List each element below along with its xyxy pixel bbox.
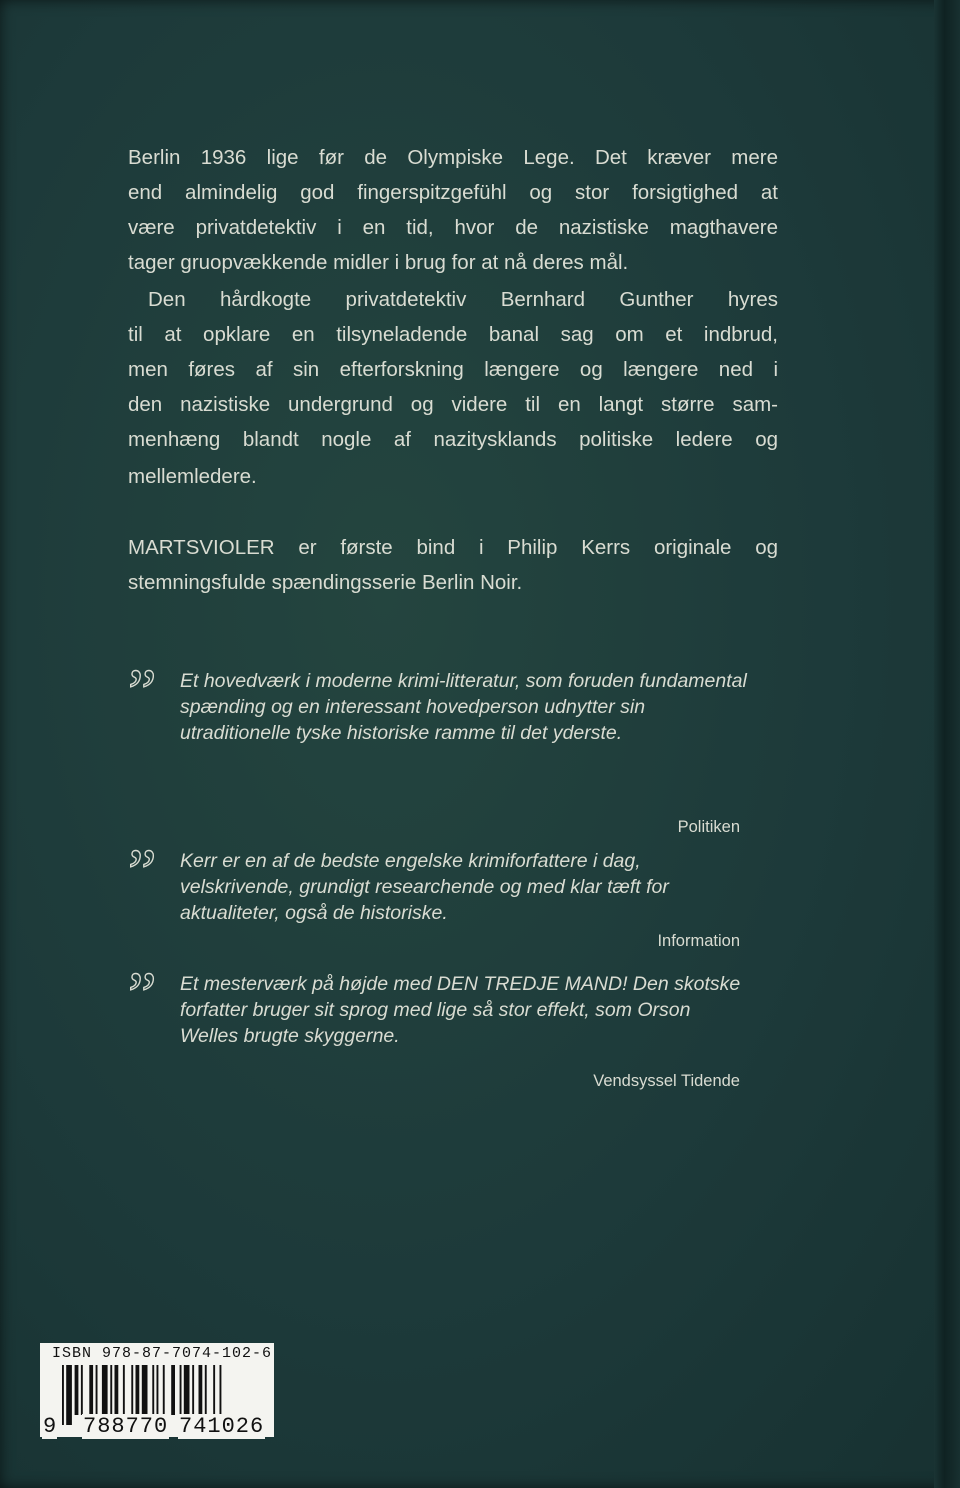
blurb-line: være privatdetektiv i en tid, hvor de nazistiske magthavere [128,216,778,239]
isbn-text: ISBN 978-87-7074-102-6 [52,1345,273,1362]
barcode-bar [199,1365,203,1415]
barcode-bar [184,1365,190,1415]
quote-text: Et hovedværk i moderne krimi-litteratur, som foruden fundamental spænding og en interessant hovedperson udnytter sin utraditionelle tyske historiske ramme til det yderste. [180,670,747,744]
barcode-bar [123,1365,125,1415]
quote-mark-icon: ” [128,959,157,1030]
barcode-bar [62,1365,64,1425]
blurb-line: men føres af sin efterforskning længere og længere ned i [128,358,778,381]
blurb-line: mellemledere. [128,465,257,488]
barcode-digits-left: 788770 [83,1414,169,1439]
barcode-bar [136,1365,140,1415]
barcode-bar [180,1365,182,1415]
barcode-bar [192,1365,194,1415]
quote-mark-icon: ” [128,836,157,907]
barcode-bar [110,1365,112,1415]
barcode-digit-first: 9 [43,1414,57,1439]
barcode-bar [152,1365,154,1415]
barcode-bar [115,1365,119,1415]
barcode-bar [102,1365,108,1415]
blurb-line: MARTSVIOLER er første bind i Philip Kerrs originale og [128,536,778,559]
barcode-bar [213,1365,215,1415]
blurb-line: end almindelig god fingerspitzgefühl og stor forsigtighed at [128,181,778,204]
barcode-bar [96,1365,98,1415]
barcode-bar [163,1365,165,1415]
barcode-bar [157,1365,159,1415]
barcode-bar [131,1365,133,1415]
blurb-line: Den hårdkogte privatdetektiv Bernhard Gunther hyres [148,288,778,311]
quote-source: Vendsyssel Tidende [593,1072,740,1090]
blurb-line: til at opklare en tilsyneladende banal sag om et indbrud, [128,323,778,346]
blurb-line: stemningsfulde spændingsserie Berlin Noir. [128,571,523,594]
quote-text: Kerr er en af de bedste engelske krimiforfattere i dag, velskrivende, grundigt researchende og med klar tæft for aktualiteter, også de historiske. [180,850,669,924]
barcode-bar [89,1365,93,1415]
isbn-barcode [40,1343,274,1437]
blurb-line: menhæng blandt nogle af nazitysklands politiske ledere og [128,428,778,451]
quote-text: Et mesterværk på højde med DEN TREDJE MAND! Den skotske forfatter bruger sit sprog med lige så stor effekt, som Orson Welles brugte skyggerne. [180,973,741,1047]
barcode-bar [81,1365,83,1415]
barcode-bar [205,1365,207,1415]
barcode-digits-right: 741026 [179,1414,265,1439]
barcode-bar [66,1365,72,1425]
blurb-line: tager gruopvækkende midler i brug for at nå deres mål. [128,251,629,274]
quote-mark-icon: ” [128,656,157,727]
quote-source: Politiken [677,818,740,836]
blurb-line: den nazistiske undergrund og videre til en langt større sam- [128,393,778,416]
book-spine [934,0,960,1488]
barcode-bar [171,1365,175,1415]
barcode-bar [75,1365,79,1415]
blurb-line: Berlin 1936 lige før de Olympiske Lege. Det kræver mere [128,146,778,169]
quote-source: Information [657,932,740,950]
